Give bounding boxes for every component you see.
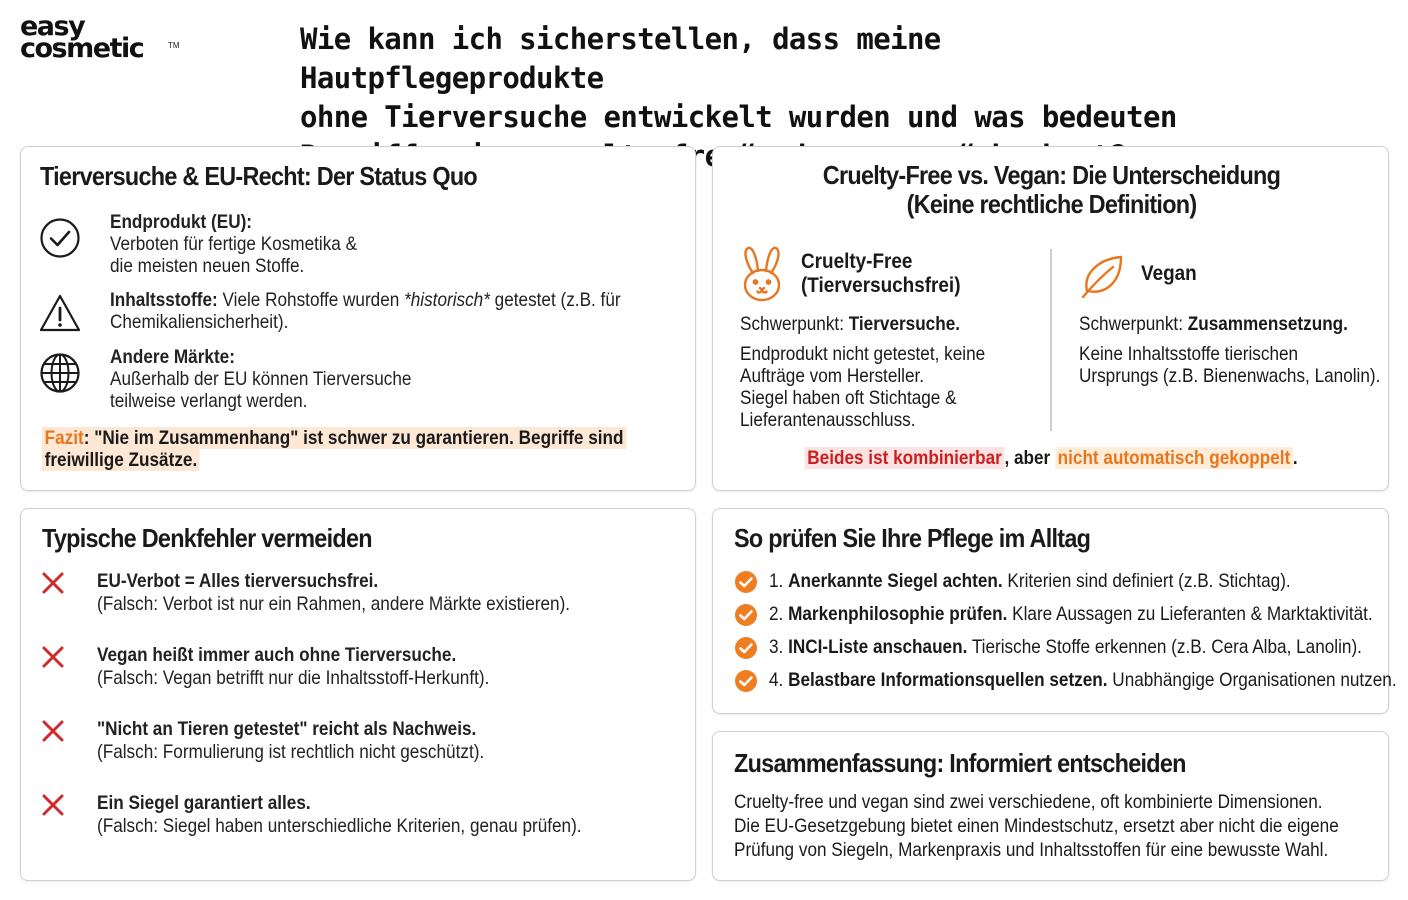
status-text: Verboten für fertige Kosmetika & [110,233,358,255]
leaf-icon [1079,251,1125,309]
error-note: (Falsch: Verbot ist nur ein Rahmen, andere Märkte existieren). [97,593,571,615]
logo-word-cosmetic: cosmetic [20,33,144,64]
cf-desc-line: Aufträge vom Hersteller. [740,365,925,387]
fazit-label: Fazit [44,427,84,449]
combo-highlight-orange: nicht automatisch gekoppelt [1055,447,1293,469]
card-zusammenfassung [712,731,1389,881]
check-circle-icon [39,217,81,259]
error-note: (Falsch: Vegan betrifft nur die Inhaltsstoff-Herkunft). [97,667,490,689]
cf-focus-value: Tierversuche. [848,313,961,335]
fazit-text: "Nie im Zusammenhang" ist schwer zu garantieren. Begriffe sind [89,427,624,449]
card-denkfehler [20,508,696,881]
card-title-status: Tierversuche & EU-Recht: Der Status Quo [40,161,478,191]
red-x-icon [41,571,65,595]
globe-icon [39,352,81,394]
cf-focus-label: Schwerpunkt: [740,313,849,335]
fazit-colon: : [83,427,90,449]
cf-heading-line-1: Cruelty-Free [801,249,913,273]
check-text: Klare Aussagen zu Lieferanten & Marktaktivität. [1007,603,1373,625]
combination-note [713,447,1390,470]
status-emphasis: *historisch* [404,289,490,311]
error-heading: Vegan heißt immer auch ohne Tierversuche. [97,644,457,666]
error-note: (Falsch: Siegel haben unterschiedliche Kriterien, genau prüfen). [97,815,582,837]
orange-check-icon [735,637,757,659]
card-title-summary: Zusammenfassung: Informiert entscheiden [734,748,1186,778]
summary-line: Cruelty-free und vegan sind zwei verschiedene, oft kombinierte Dimensionen. [734,791,1323,813]
check-text: Tierische Stoffe erkennen (z.B. Cera Alba, Lanolin). [967,636,1362,658]
check-number: 2. [769,603,789,625]
card-pruefen [712,508,1397,714]
card-title-errors: Typische Denkfehler vermeiden [42,523,372,553]
status-label-inhaltsstoffe: Inhaltsstoffe: [110,289,218,311]
combo-text: . [1293,447,1299,469]
vegan-desc-line: Keine Inhaltsstoffe tierischen [1079,343,1299,365]
check-text: Unabhängige Organisationen nutzen. [1107,669,1397,691]
check-number: 1. [769,570,789,592]
card-title-check: So prüfen Sie Ihre Pflege im Alltag [734,523,1091,553]
red-x-icon [41,719,65,743]
vegan-description [1079,343,1380,387]
cf-description [740,343,985,431]
summary-line: Die EU-Gesetzgebung bietet einen Mindestschutz, ersetzt aber nicht die eigene [734,815,1339,837]
cf-desc-line: Siegel haben oft Stichtage & [740,387,957,409]
status-text: Viele Rohstoffe wurden [217,289,405,311]
error-heading: "Nicht an Tieren getestet" reicht als Nachweis. [97,718,477,740]
error-note: (Falsch: Formulierung ist rechtlich nicht geschützt). [97,741,485,763]
status-text: getestet (z.B. für [489,289,621,311]
cf-heading [801,249,961,297]
check-heading: Anerkannte Siegel achten. [788,570,1003,592]
card-status-quo [20,146,696,491]
title-line-2: (Keine rechtliche Definition) [906,189,1197,219]
card-cruelty-vs-vegan [712,146,1389,491]
fazit-box [42,427,626,471]
orange-check-icon [735,604,757,626]
logo-word-easy: easy [20,11,85,42]
question-line-1: Wie kann ich sicherstellen, dass meine Hautpflegeprodukte [300,22,941,95]
check-heading: Belastbare Informationsquellen setzen. [788,669,1108,691]
vegan-desc-line: Ursprungs (z.B. Bienenwachs, Lanolin). [1079,365,1381,387]
error-heading: Ein Siegel garantiert alles. [97,792,311,814]
summary-line: Prüfung von Siegeln, Markenpraxis und Inhaltsstoffen für eine bewusste Wahl. [734,839,1329,861]
logo-trademark: TM [168,41,180,50]
cf-desc-line: Endprodukt nicht getestet, keine [740,343,986,365]
cf-desc-line: Lieferantenausschluss. [740,409,916,431]
fazit-text: freiwillige Zusätze. [42,449,200,471]
rabbit-icon [739,245,785,303]
brand-logo [20,11,180,68]
orange-check-icon [735,571,757,593]
orange-check-icon [735,670,757,692]
check-heading: Markenphilosophie prüfen. [788,603,1008,625]
red-x-icon [41,793,65,817]
check-number: 4. [769,669,789,691]
question-line-2: ohne Tierversuche entwickelt wurden und was bedeuten [300,100,1177,134]
cf-focus [740,313,960,335]
check-text: Kriterien sind definiert (z.B. Stichtag). [1002,570,1291,592]
column-divider [1050,249,1052,431]
check-heading: INCI-Liste anschauen. [788,636,968,658]
cf-heading-line-2: (Tierversuchsfrei) [801,273,961,297]
vegan-focus [1079,313,1348,335]
title-line-1: Cruelty-Free vs. Vegan: Die Unterscheidung [822,160,1281,190]
combo-highlight-red: Beides ist kombinierbar [805,447,1005,469]
combo-text: , aber [1004,447,1056,469]
check-number: 3. [769,636,789,658]
status-label-maerkte: Andere Märkte: [110,346,235,368]
status-text: Chemikaliensicherheit). [110,311,289,333]
status-text: teilweise verlangt werden. [110,390,308,412]
card-title-cruelty-vegan [713,161,1390,219]
vegan-focus-label: Schwerpunkt: [1079,313,1188,335]
status-label-endprodukt: Endprodukt (EU): [110,211,253,233]
warning-triangle-icon [39,293,81,335]
summary-text [734,790,1339,862]
vegan-focus-value: Zusammensetzung. [1187,313,1348,335]
status-text: die meisten neuen Stoffe. [110,255,305,277]
error-heading: EU-Verbot = Alles tierversuchsfrei. [97,570,379,592]
status-text: Außerhalb der EU können Tierversuche [110,368,412,390]
red-x-icon [41,645,65,669]
vegan-heading: Vegan [1141,261,1197,285]
